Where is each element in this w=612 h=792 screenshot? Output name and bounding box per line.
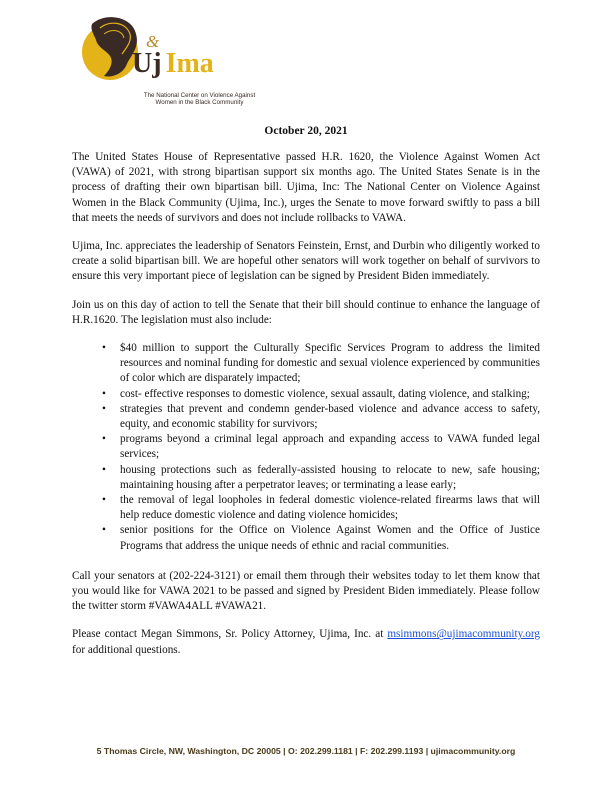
contact-prefix: Please contact Megan Simmons, Sr. Policy Attorney, Ujima, Inc. at xyxy=(72,628,388,641)
paragraph-call-to-action: Call your senators at (202-224-3121) or email them through their websites today to let them know that you would like for VAWA 2021 to be passed and signed by President Biden immediately. Please follow the twitter storm #VAWA4ALL #VAWA21. xyxy=(72,569,540,613)
list-item xyxy=(102,432,540,462)
tagline-line-2: Women in the Black Community xyxy=(155,99,244,106)
bullet-icon: • xyxy=(102,494,106,507)
paragraph-join-us: Join us on this day of action to tell the Senate that their bill should continue to enhance the language of H.R.1620. The legislation must also include: xyxy=(72,298,540,326)
bullet-icon: • xyxy=(102,342,106,355)
bullet-icon: • xyxy=(102,524,106,537)
list-item xyxy=(102,387,540,402)
list-item-text: senior positions for the Office on Violence Against Women and the Office of Justice Programs that address the unique needs of ethnic and racial communities. xyxy=(120,524,540,552)
list-item-text: programs beyond a criminal legal approach and expanding access to VAWA funded legal services; xyxy=(120,433,540,461)
contact-suffix: for additional questions. xyxy=(72,643,181,656)
list-item-text: the removal of legal loopholes in federal domestic violence-related firearms laws that will help reduce domestic violence and dating violence homicides; xyxy=(120,494,540,522)
paragraph-contact xyxy=(72,627,540,657)
letter-body xyxy=(72,150,540,671)
list-item-text: housing protections such as federally-assisted housing to relocate to new, safe housing; maintaining housing after a perpetrator leaves; or terminating a lease early; xyxy=(120,463,540,491)
brand-wordmark xyxy=(132,32,214,80)
list-item-text: cost- effective responses to domestic violence, sexual assault, dating violence, and stalking; xyxy=(120,387,530,400)
list-item xyxy=(102,493,540,523)
list-item-text: $40 million to support the Culturally Specific Services Program to address the limited resources and nominal funding for domestic and sexual violence experienced by communities of color which are disparately impacted; xyxy=(120,342,540,385)
contact-email-link[interactable]: msimmons@ujimacommunity.org xyxy=(387,628,540,641)
brand-u: U xyxy=(132,48,153,79)
list-item xyxy=(102,463,540,493)
brand-tagline xyxy=(132,92,267,106)
bullet-icon: • xyxy=(102,402,106,415)
brand-j: j xyxy=(152,48,162,79)
bullet-icon: • xyxy=(102,433,106,446)
list-item-text: strategies that prevent and condemn gender-based violence and advance access to safety, equity, and economic stability for survivors; xyxy=(120,402,540,431)
bullet-icon: • xyxy=(102,387,106,400)
list-item xyxy=(102,523,540,553)
brand-ima: Ima xyxy=(165,48,214,79)
letter-date: October 20, 2021 xyxy=(264,125,348,137)
tagline-line-1: The National Center on Violence Against xyxy=(143,92,256,99)
paragraph-intro: The United States House of Representative passed H.R. 1620, the Violence Against Women Act (VAWA) of 2021, with strong bipartisan support six months ago. The United States Senate is in the process of drafting their own bipartisan bill. Ujima, Inc: The National Center on Violence Against Women in the Black Community (Ujima, Inc.), urges the Senate to move forward swiftly to pass a bill that meets the needs of survivors and does not include rollbacks to VAWA. xyxy=(72,151,540,224)
bullet-icon: • xyxy=(102,463,106,476)
paragraph-appreciation: Ujima, Inc. appreciates the leadership of Senators Feinstein, Ernst, and Durbin who diligently worked to create a solid bipartisan bill. We are hopeful other senators will work together on behalf of survivors to ensure this very important piece of legislation can be signed by President Biden immediately. xyxy=(72,240,540,283)
list-item xyxy=(102,402,540,432)
footer-address: 5 Thomas Circle, NW, Washington, DC 20005 | O: 202.299.1181 | F: 202.299.1193 | ujimacommunity.org xyxy=(96,746,516,756)
list-item xyxy=(102,341,540,387)
ujima-logo xyxy=(70,14,270,124)
requirements-list xyxy=(72,341,540,554)
brand-ampersand: & xyxy=(146,32,160,51)
